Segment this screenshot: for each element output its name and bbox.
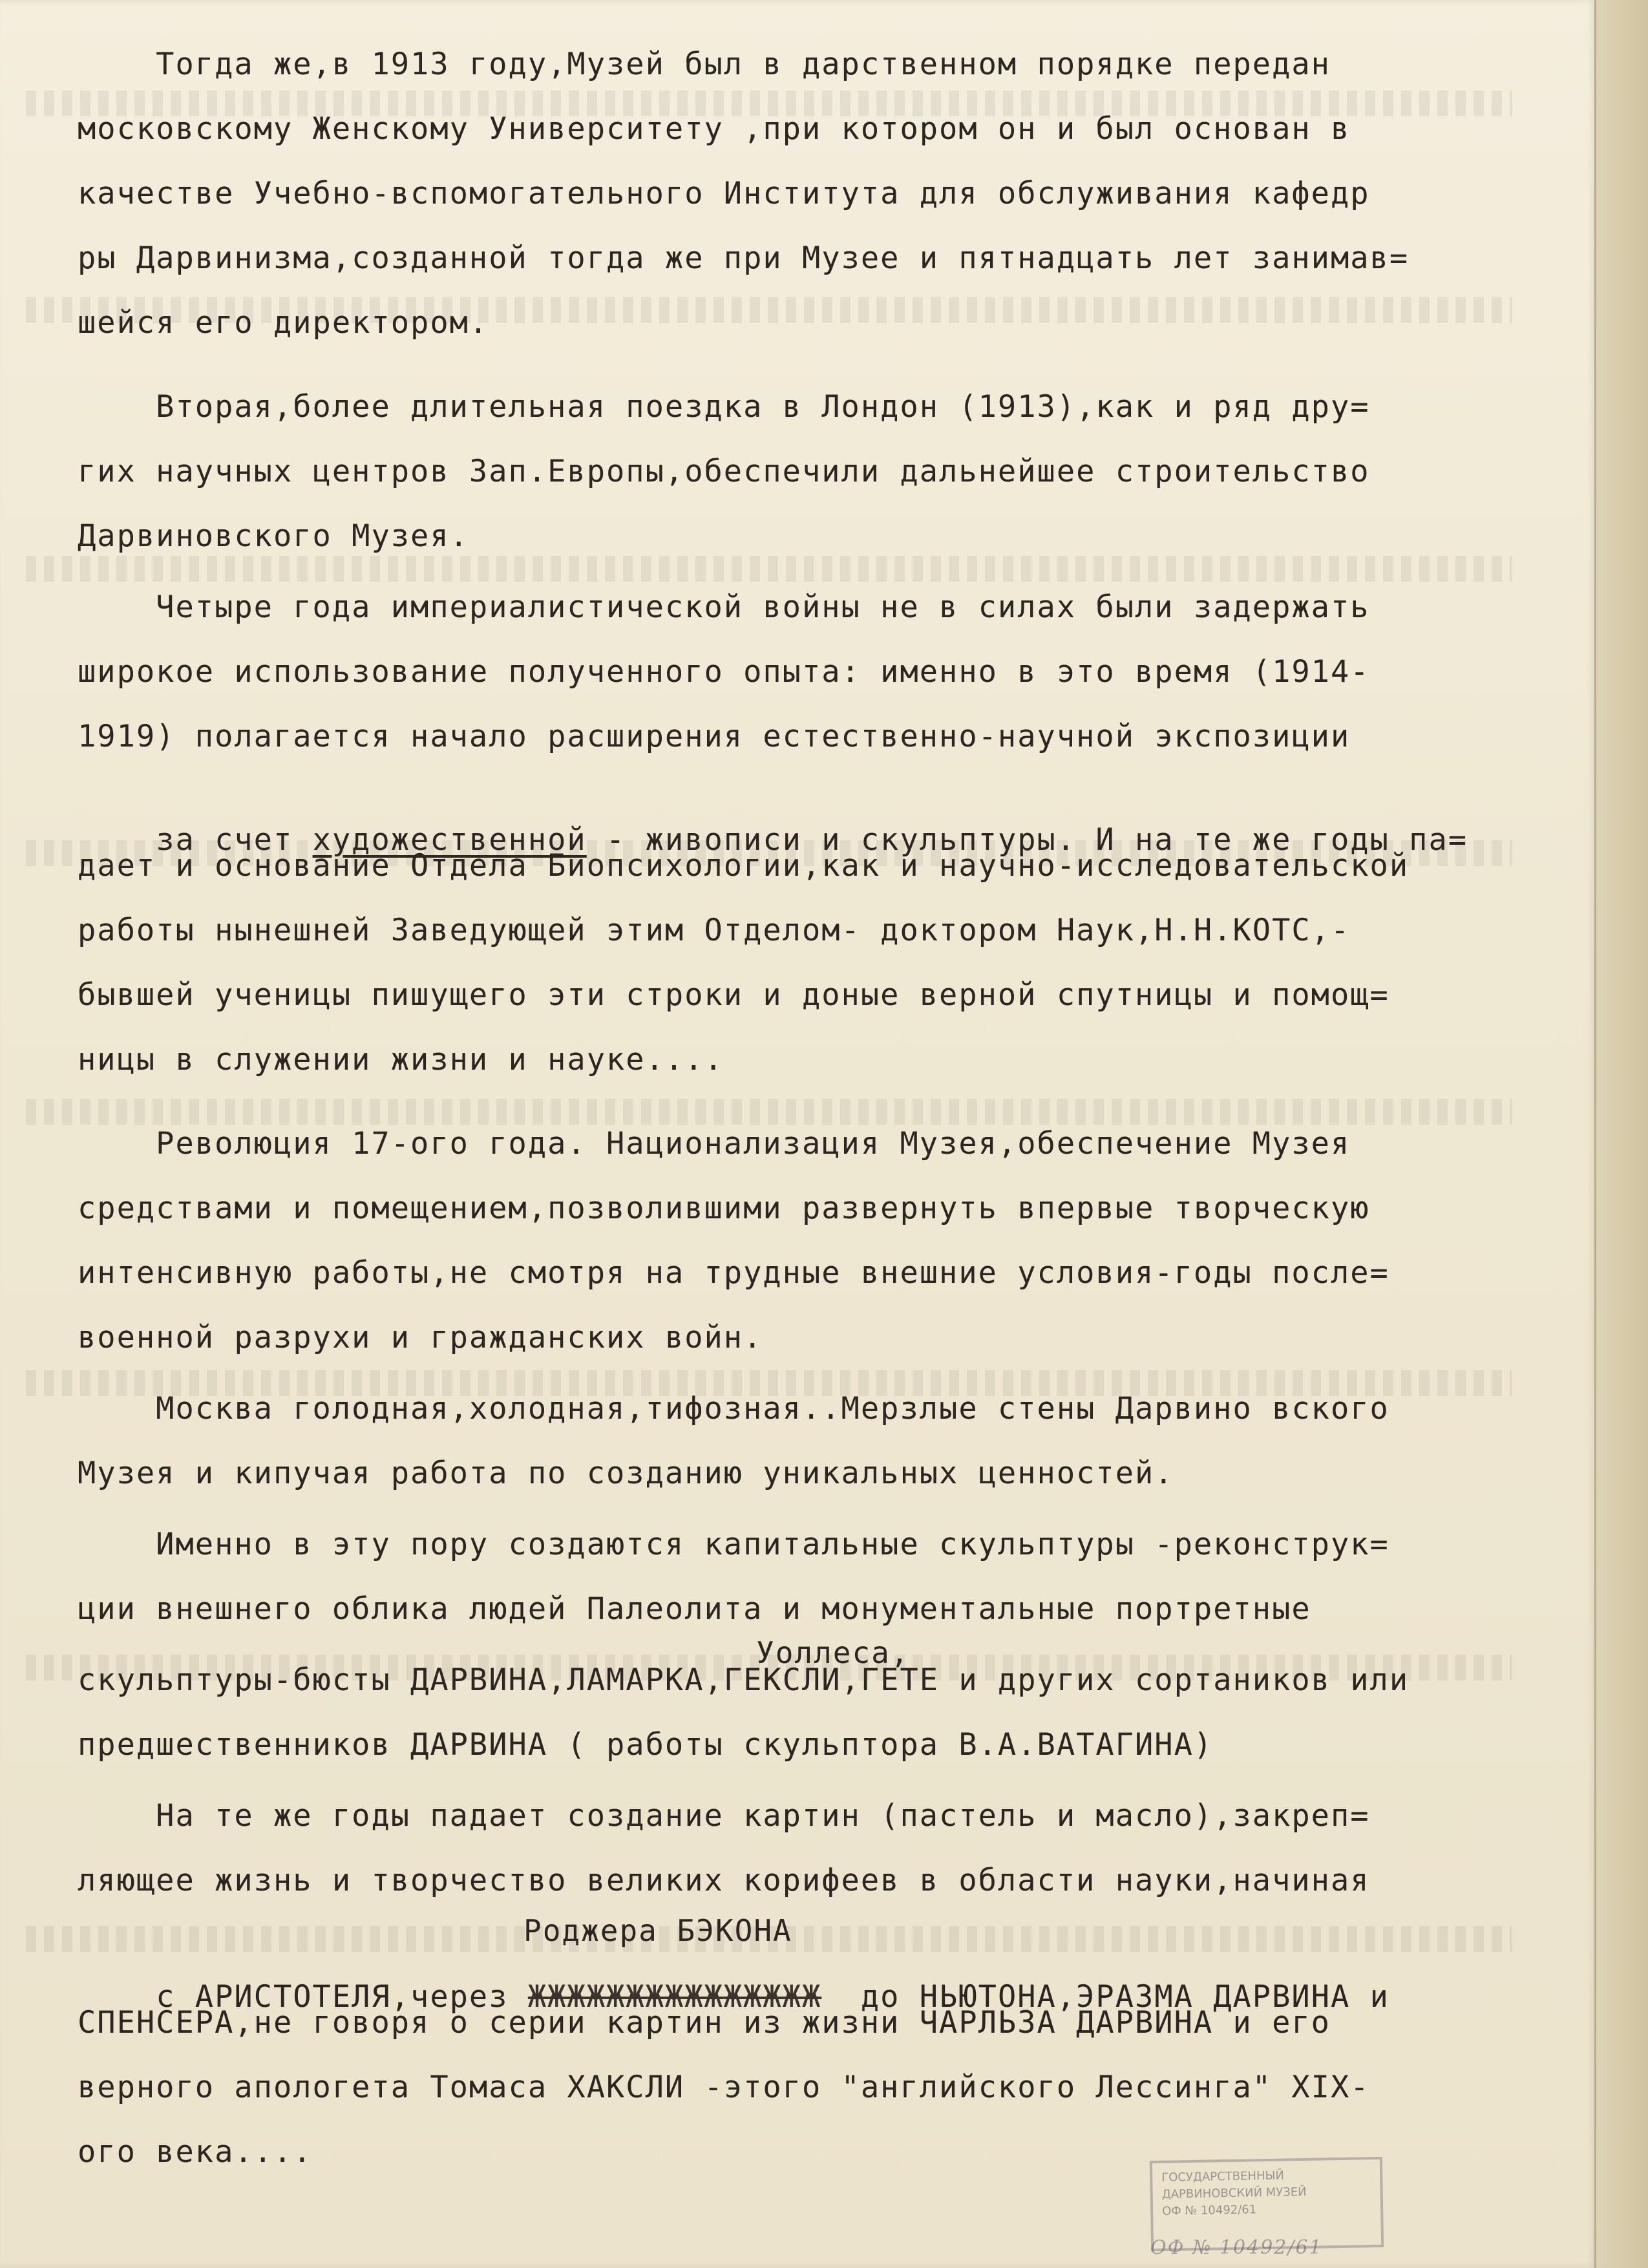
text-line: качестве Учебно-вспомогательного Института для обслуживания кафедр: [78, 176, 1370, 211]
text-line: Вторая,более длительная поездка в Лондон (1913),как и ряд дру=: [78, 389, 1370, 425]
paper-edge: [1594, 0, 1648, 2268]
text-line: интенсивную работы,не смотря на трудные внешние условия-годы после=: [78, 1255, 1389, 1291]
handwritten-inventory-number: ОФ № 10492/61: [1150, 2236, 1323, 2259]
text-line: СПЕНСЕРА,не говоря о серии картин из жизни ЧАРЛЬЗА ДАРВИНА и его: [78, 2005, 1331, 2040]
text-line: ого века....: [78, 2134, 313, 2170]
stamp-text: ОФ № 10492/61: [1161, 2203, 1257, 2218]
text-line: предшественников ДАРВИНА ( работы скульптора В.А.ВАТАГИНА): [78, 1727, 1214, 1763]
text-line: Дарвиновского Музея.: [78, 518, 469, 554]
text-line: ры Дарвинизма,созданной тогда же при Музее и пятнадцать лет занимав=: [78, 240, 1410, 276]
text-line: бывшей ученицы пишущего эти строки и доные верной спутницы и помощ=: [78, 977, 1389, 1013]
stamp-text: ГОСУДАРСТВЕННЫЙ: [1161, 2168, 1285, 2185]
text-line: Москва голодная,холодная,тифозная..Мерзлые стены Дарвино вского: [78, 1391, 1389, 1426]
text-line: военной разрухи и гражданских войн.: [78, 1320, 763, 1355]
text-line: ции внешнего облика людей Палеолита и монументальные портретные: [78, 1591, 1311, 1627]
typed-insertion: Роджера БЭКОНА: [523, 1913, 792, 1948]
text-line: Музея и кипучая работа по созданию уникальных ценностей.: [78, 1456, 1174, 1491]
typed-page: [78, 26, 1590, 2249]
text-line: Революция 17-ого года. Национализация Музея,обеспечение Музея: [78, 1126, 1351, 1161]
underlined-word: художественной: [312, 822, 587, 858]
stamp-text: ДАРВИНОВСКИЙ МУЗЕЙ: [1161, 2185, 1307, 2201]
text-segment: - живописи и скульптуры. И на те же годы па=: [586, 822, 1468, 858]
text-line: гих научных центров Зап.Европы,обеспечили дальнейшее строительство: [78, 454, 1370, 489]
typed-insertion: Уоллеса,: [756, 1635, 910, 1670]
text-line: широкое использование полученного опыта: именно в это время (1914-: [78, 654, 1370, 690]
text-segment: за счет: [156, 822, 313, 858]
text-line: 1919) полагается начало расширения естественно-научной экспозиции: [78, 719, 1351, 754]
text-line: ляющее жизнь и творчество великих корифеев в области науки,начиная: [78, 1863, 1370, 1898]
text-line: шейся его директором.: [78, 305, 489, 341]
text-line: Тогда же,в 1913 году,Музей был в дарственном порядке передан: [78, 47, 1331, 82]
text-segment: до НЬЮТОНА,ЭРАЗМА ДАРВИНА и: [821, 1979, 1389, 2015]
text-line: верного апологета Томаса ХАКСЛИ -этого "английского Лессинга" XIX-: [78, 2070, 1370, 2105]
text-line: московскому Женскому Университету ,при котором он и был основан в: [78, 111, 1351, 147]
text-line: работы нынешней Заведующей этим Отделом- доктором Наук,Н.Н.КОТС,-: [78, 913, 1351, 948]
text-line: дает и основание Отдела Биопсихологии,как и научно-исследовательской: [78, 848, 1410, 884]
text-line: Четыре года империалистической войны не в силах были задержать: [78, 589, 1370, 625]
text-line: На те же годы падает создание картин (пастель и масло),закреп=: [78, 1798, 1370, 1834]
text-line: скульптуры-бюсты ДАРВИНА,ЛАМАРКА,ГЕКСЛИ,ГЕТЕ и других сортаников или: [78, 1662, 1410, 1698]
text-line: средствами и помещением,позволившими развернуть впервые творческую: [78, 1191, 1370, 1226]
text-line: ницы в служении жизни и науке....: [78, 1042, 724, 1077]
text-segment: с АРИСТОТЕЛЯ,через: [156, 1979, 528, 2015]
struck-out-text: ЖЖЖЖЖЖЖЖЖЖЖЖЖЖЖ: [527, 1979, 822, 2015]
text-line: Именно в эту пору создаются капитальные скульптуры -реконструк=: [78, 1527, 1389, 1562]
